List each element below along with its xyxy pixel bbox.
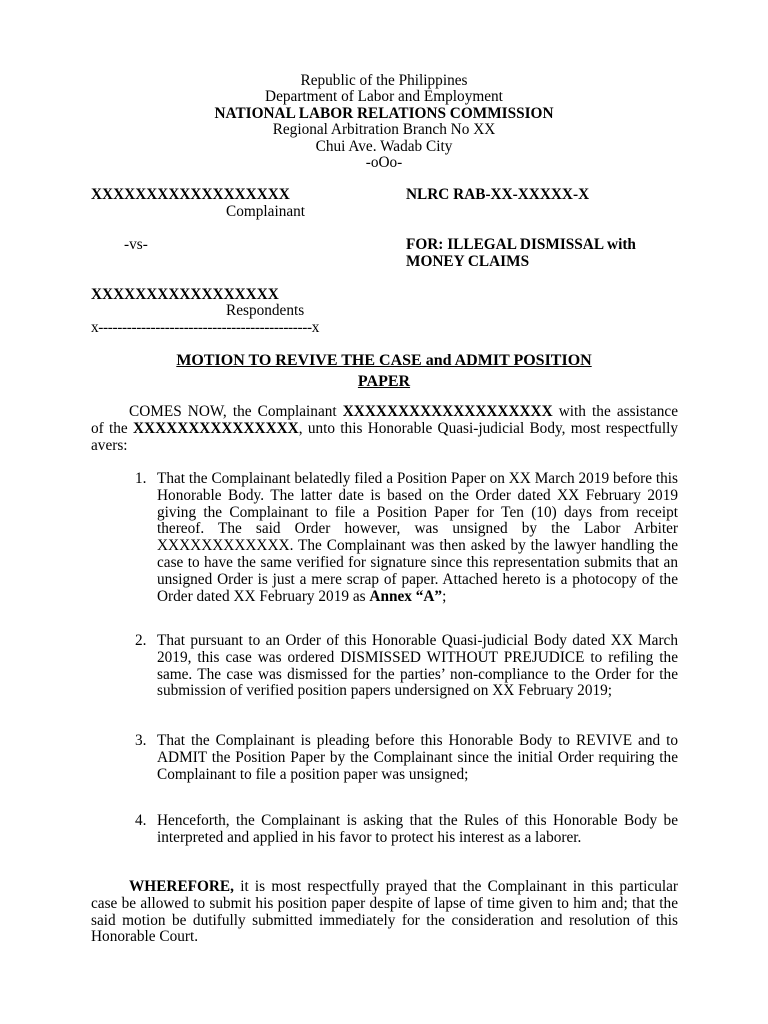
- item-number: 2.: [135, 632, 147, 649]
- item-tail: ;: [442, 587, 447, 605]
- allegations-list-3: [120, 733, 678, 783]
- item-number: 3.: [135, 732, 147, 749]
- item-text: Henceforth, the Complainant is asking that the Rules of this Honorable Body be interpreted and applied in his favor to protect his interest as a laborer.: [157, 812, 678, 846]
- respondent-name: XXXXXXXXXXXXXXXXX: [91, 286, 279, 303]
- item-number: 1.: [135, 470, 147, 487]
- intro-text-start: COMES NOW, the Complainant: [129, 403, 343, 420]
- item-text: That pursuant to an Order of this Honorable Quasi-judicial Body dated XX March 2019, this case was ordered DISMISSED WITHOUT PREJUDICE to refiling the same. The case was dismissed for the parties’ non-compliance to the Order for the submission of verified position papers undersigned on XX February 2019;: [157, 632, 678, 700]
- intro-text-end: , unto this Honorable Quasi-judicial Body, most respectfully avers:: [91, 419, 678, 454]
- item-number: 4.: [135, 812, 147, 829]
- header-ornament: -oOo-: [365, 153, 403, 171]
- versus-label: -vs-: [124, 236, 148, 253]
- case-nature-line2: MONEY CLAIMS: [406, 253, 530, 270]
- wherefore-paragraph: [91, 879, 678, 946]
- complainant-label: Complainant: [226, 203, 306, 220]
- header-commission: NATIONAL LABOR RELATIONS COMMISSION: [214, 104, 554, 122]
- allegations-list-4: [120, 813, 678, 847]
- item-text: That the Complainant is pleading before this Honorable Body to REVIVE and to ADMIT the Position Paper by the Complainant since the initial Order requiring the Complainant to file a position paper was unsigned;: [157, 732, 678, 783]
- item-text: That the Complainant belatedly filed a Position Paper on XX March 2019 before this Honorable Body. The latter date is based on the Order dated XX February 2019 giving the Complainant to file a Position Paper for Ten (10) days from receipt thereof. The said Order however, was unsigned by the Labor Arbiter XXXXXXXXXXXX. The Complainant was then asked by the lawyer handling the case to have the same verified for signature since this representation submits that an unsigned Order is just a mere scrap of paper. Attached hereto is a photocopy of the Order dated XX February 2019 as: [157, 470, 678, 605]
- respondent-label: Respondents: [226, 302, 305, 319]
- caption-separator: x---------------------------------------------x: [91, 319, 320, 336]
- wherefore-text: it is most respectfully prayed that the Complainant in this particular case be allowed to submit his position paper despite of lapse of time given to him and; that the said motion be dutifully submitted immediately for the consideration and resolution of this Honorable Court.: [91, 878, 678, 946]
- wherefore-lead: WHEREFORE,: [129, 878, 234, 895]
- case-nature-line1: FOR: ILLEGAL DISMISSAL with: [406, 236, 636, 253]
- intro-paragraph: [91, 404, 678, 454]
- allegations-list-2: [120, 633, 678, 700]
- intro-text-middle: with the assistance of the: [91, 403, 678, 437]
- header-address: Chui Ave. Wadab City: [315, 137, 453, 155]
- list-item: [120, 633, 678, 700]
- header-branch: Regional Arbitration Branch No XX: [272, 121, 496, 139]
- motion-title-line2: PAPER: [357, 372, 411, 390]
- motion-title-line1: MOTION TO REVIVE THE CASE and ADMIT POSITION: [176, 352, 592, 369]
- list-item: [120, 471, 678, 605]
- case-number: NLRC RAB-XX-XXXXX-X: [406, 186, 590, 203]
- header-republic: Republic of the Philippines: [300, 72, 468, 89]
- annex-reference: Annex “A”: [369, 587, 443, 605]
- complainant-name: XXXXXXXXXXXXXXXXXX: [91, 186, 290, 203]
- counsel-name-inline: XXXXXXXXXXXXXXX: [133, 419, 299, 437]
- header-department: Department of Labor and Employment: [265, 88, 503, 106]
- complainant-name-inline: XXXXXXXXXXXXXXXXXXX: [342, 403, 553, 420]
- list-item: [120, 733, 678, 783]
- allegations-list: [120, 471, 678, 605]
- list-item: [120, 813, 678, 847]
- document-header: [0, 73, 768, 171]
- motion-title: [118, 351, 650, 392]
